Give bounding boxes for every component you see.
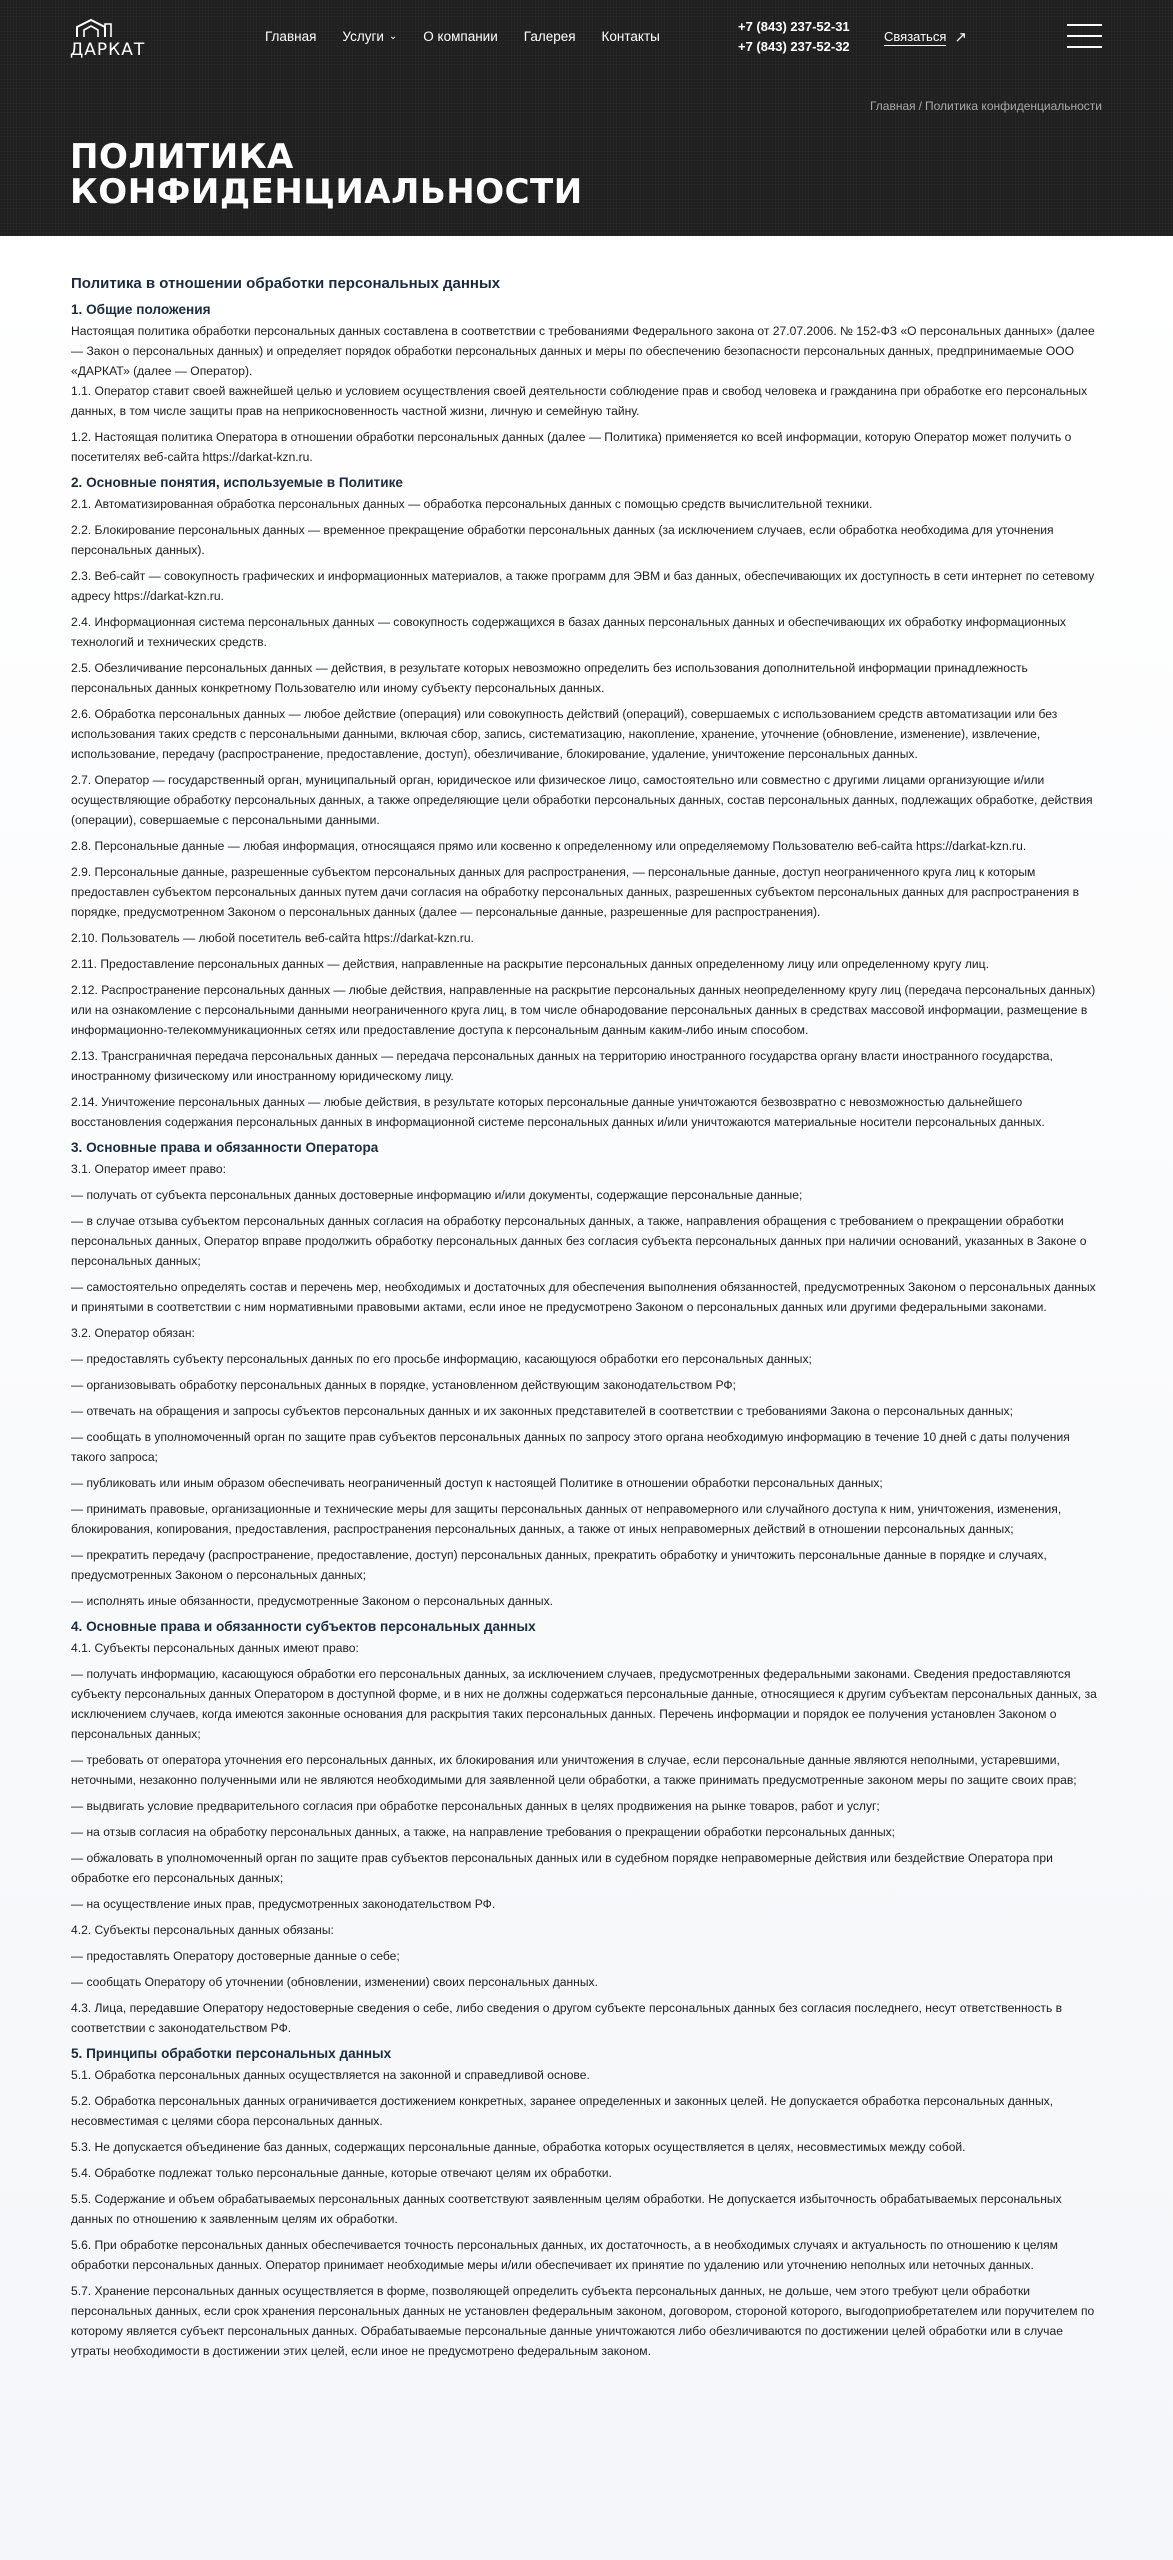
nav-item-label: Контакты <box>601 29 660 44</box>
breadcrumb-home[interactable]: Главная <box>869 99 916 113</box>
policy-content <box>0 236 1173 2560</box>
burger-line <box>1067 35 1102 37</box>
section-heading: 5. Принципы обработки персональных данных <box>71 2046 392 2061</box>
policy-paragraph: — получать от субъекта персональных данных достоверные информацию и/или документы, содержащие персональные данные; <box>71 1188 803 1202</box>
section-intro: Настоящая политика обработки персональных данных составлена в соответствии с требованиями Федерального закона от 27.07.2006. № 152-ФЗ «О персональных данных» (далее — Закон о персональных данных) и определяет порядок обработки персональных данных и меры по обеспечению безопасности персональных данных, предпринимаемые ООО «ДАРКАТ» (далее — Оператор). <box>71 324 1095 378</box>
policy-paragraph: — в случае отзыва субъектом персональных данных согласия на обработку персональных данных, а также, направления обращения с требованием о прекращении обработки персональных данных, Оператор вправе продолжить обработку персональных данных без согласия субъекта персональных данных при наличии оснований, указанных в Законе о персональных данных; <box>71 1214 1087 1268</box>
contact-button-label: Связаться <box>884 28 947 44</box>
nav-item-label: Главная <box>265 29 317 44</box>
menu-burger-button[interactable] <box>1067 24 1102 48</box>
nav-item-label: О компании <box>423 29 498 44</box>
policy-paragraph: — требовать от оператора уточнения его персональных данных, их блокирования или уничтожения в случае, если персональные данные являются неполными, устаревшими, неточными, незаконно полученными или не являются необходимыми для заявленной цели обработки, а также принимать предусмотренные законом меры по защите своих прав; <box>71 1753 1077 1787</box>
policy-paragraph: 2.2. Блокирование персональных данных — временное прекращение обработки персональных данных (за исключением случаев, если обработка необходима для уточнения персональных данных). <box>71 523 1054 557</box>
policy-paragraph: — обжаловать в уполномоченный орган по защите прав субъектов персональных данных или в судебном порядке неправомерные действия или бездействие Оператора при обработке его персональных данных; <box>71 1851 1053 1885</box>
section-heading: 4. Основные права и обязанности субъектов персональных данных <box>71 1619 536 1634</box>
page-header <box>0 0 1173 236</box>
policy-paragraph: 5.5. Содержание и объем обрабатываемых персональных данных соответствуют заявленным целям обработки. Не допускается избыточность обрабатываемых персональных данных по отношению к заявленным целям их обработки. <box>71 2192 1062 2226</box>
policy-paragraph: — самостоятельно определять состав и перечень мер, необходимых и достаточных для обеспечения выполнения обязанностей, предусмотренных Законом о персональных данных и принятыми в соответствии с ним нормативными правовыми актами, если иное не предусмотрено Законом о персональных данных или другими федеральными законами. <box>71 1280 1096 1314</box>
nav-item-label: Галерея <box>523 29 576 44</box>
policy-paragraph: 2.4. Информационная система персональных данных — совокупность содержащихся в базах данных персональных данных и обеспечивающих их обработку информационных технологий и технических средств. <box>71 615 1066 649</box>
policy-paragraph: 5.6. При обработке персональных данных обеспечивается точность персональных данных, их достаточность, а в необходимых случаях и актуальность по отношению к целям обработки персональных данных. Оператор принимает необходимые меры и/или обеспечивает их принятие по удалению или уточнению неполных или неточных данных. <box>71 2238 1058 2272</box>
chevron-down-icon: ⌄ <box>388 31 398 42</box>
contact-button[interactable] <box>884 28 967 46</box>
phone-link[interactable]: +7 (843) 237-52-32 <box>738 39 850 54</box>
policy-paragraph: — публиковать или иным образом обеспечивать неограниченный доступ к настоящей Политике в отношении обработки персональных данных; <box>71 1476 883 1490</box>
policy-paragraph: 1.2. Настоящая политика Оператора в отношении обработки персональных данных (далее — Политика) применяется ко всей информации, которую Оператор может получить о посетителях веб-сайта https://darkat-kzn.ru. <box>71 430 1072 464</box>
policy-paragraph: — на отзыв согласия на обработку персональных данных, а также, на направление требования о прекращении обработки персональных данных; <box>71 1825 896 1839</box>
policy-paragraph: 2.11. Предоставление персональных данных — действия, направленные на раскрытие персональных данных определенному лицу или определенному кругу лиц. <box>71 957 989 971</box>
policy-paragraph: 2.10. Пользователь — любой посетитель веб-сайта https://darkat-kzn.ru. <box>71 931 474 945</box>
nav-item-gallery[interactable] <box>524 29 576 44</box>
section-heading: 1. Общие положения <box>71 302 211 317</box>
policy-paragraph: 2.9. Персональные данные, разрешенные субъектом персональных данных для распространения, — персональные данные, доступ неограниченного круга лиц к которым предоставлен субъектом персональных данных путем дачи согласия на обработку персональных данных, разрешенных субъектом персональных данных для распространения в порядке, предусмотренном Законом о персональных данных (далее — персональные данные, разрешенные для распространения). <box>71 865 1080 919</box>
arrow-up-right-icon: ↗ <box>954 29 967 46</box>
phone-numbers <box>738 17 850 57</box>
logo[interactable] <box>70 18 162 60</box>
page-title: ПОЛИТИКА КОНФИДЕНЦИАЛЬНОСТИ <box>70 137 583 212</box>
policy-paragraph: 5.3. Не допускается объединение баз данных, содержащих персональные данные, обработка которых осуществляется в целях, несовместимых между собой. <box>71 2140 966 2154</box>
policy-paragraph: 2.7. Оператор — государственный орган, муниципальный орган, юридическое или физическое лицо, самостоятельно или совместно с другими лицами организующие и/или осуществляющие обработку персональных данных, а также определяющие цели обработки персональных данных, состав персональных данных, подлежащих обработке, действия (операции), совершаемые с персональными данными. <box>71 773 1093 827</box>
policy-paragraph: — прекратить передачу (распространение, предоставление, доступ) персональных данных, прекратить обработку и уничтожить персональные данные в порядке и случаях, предусмотренных Законом о персональных данных; <box>71 1548 1047 1582</box>
policy-paragraph: — предоставлять Оператору достоверные данные о себе; <box>71 1949 400 1963</box>
policy-paragraph: 3.1. Оператор имеет право: <box>71 1162 227 1176</box>
policy-paragraph: 2.5. Обезличивание персональных данных — действия, в результате которых невозможно определить без использования дополнительной информации принадлежность персональных данных конкретному Пользователю или иному субъекту персональных данных. <box>71 661 1028 695</box>
policy-paragraph: — предоставлять субъекту персональных данных по его просьбе информацию, касающуюся обработки его персональных данных; <box>71 1352 812 1366</box>
main-nav <box>265 29 660 44</box>
policy-paragraph: 4.1. Субъекты персональных данных имеют право: <box>71 1641 359 1655</box>
policy-paragraph: 3.2. Оператор обязан: <box>71 1326 195 1340</box>
nav-item-home[interactable] <box>265 29 316 44</box>
policy-paragraph: 2.6. Обработка персональных данных — любое действие (операция) или совокупность действий (операций), совершаемых с использованием средств автоматизации или без использования таких средств с персональными данными, включая сбор, запись, систематизацию, накопление, хранение, уточнение (обновление, изменение), извлечение, использование, передачу (распространение, предоставление, доступ), обезличивание, блокирование, удаление, уничтожение персональных данных. <box>71 707 1058 761</box>
nav-item-services[interactable] <box>342 29 397 44</box>
policy-paragraph: 5.1. Обработка персональных данных осуществляется на законной и справедливой основе. <box>71 2068 590 2082</box>
policy-title: Политика в отношении обработки персональных данных <box>71 275 501 292</box>
policy-paragraph: 2.12. Распространение персональных данных — любые действия, направленные на раскрытие персональных данных неопределенному кругу лиц (передача персональных данных) или на ознакомление с персональными данными неограниченного круга лиц, в том числе обнародование персональных данных в средствах массовой информации, размещение в информационно-телекоммуникационных сетях или предоставление доступа к персональным данным каким-либо иным способом. <box>71 983 1096 1037</box>
nav-item-label: Услуги <box>342 29 384 44</box>
policy-paragraph: 5.7. Хранение персональных данных осуществляется в форме, позволяющей определить субъекта персональных данных, не дольше, чем этого требуют цели обработки персональных данных, если срок хранения персональных данных не установлен федеральным законом, договором, стороной которого, выгодоприобретателем или поручителем по которому является субъект персональных данных. Обрабатываемые персональные данные уничтожаются либо обезличиваются по достижении целей обработки или в случае утраты необходимости в достижении этих целей, если иное не предусмотрено федеральным законом. <box>71 2284 1095 2358</box>
policy-paragraph: 2.8. Персональные данные — любая информация, относящаяся прямо или косвенно к определенному или определяемому Пользователю веб-сайта https://darkat-kzn.ru. <box>71 839 1027 853</box>
breadcrumb <box>870 99 1102 113</box>
breadcrumb-separator: / <box>918 99 922 113</box>
policy-paragraph: 4.3. Лица, передавшие Оператору недостоверные сведения о себе, либо сведения о другом субъекте персональных данных без согласия последнего, несут ответственность в соответствии с законодательством РФ. <box>71 2001 1063 2035</box>
policy-paragraph: 2.1. Автоматизированная обработка персональных данных — обработка персональных данных с помощью средств вычислительной техники. <box>71 497 873 511</box>
house-logo-icon <box>74 18 114 38</box>
section-heading: 2. Основные понятия, используемые в Политике <box>71 475 403 490</box>
section-heading: 3. Основные права и обязанности Оператора <box>71 1140 379 1155</box>
policy-paragraph: 5.2. Обработка персональных данных ограничивается достижением конкретных, заранее определенных и законных целей. Не допускается обработка персональных данных, несовместимая с целями сбора персональных данных. <box>71 2094 1054 2128</box>
policy-paragraph: 2.3. Веб-сайт — совокупность графических и информационных материалов, а также программ для ЭВМ и баз данных, обеспечивающих их доступность в сети интернет по сетевому адресу https://darkat-kzn.ru. <box>71 569 1095 603</box>
policy-paragraph: — отвечать на обращения и запросы субъектов персональных данных и их законных представителей в соответствии с требованиями Закона о персональных данных; <box>71 1404 1013 1418</box>
policy-paragraph: — на осуществление иных прав, предусмотренных законодательством РФ. <box>71 1897 496 1911</box>
policy-paragraph: — принимать правовые, организационные и технические меры для защиты персональных данных от неправомерного или случайного доступа к ним, уничтожения, изменения, блокирования, копирования, предоставления, распространения персональных данных, а также от иных неправомерных действий в отношении персональных данных; <box>71 1502 1062 1536</box>
burger-line <box>1067 46 1102 48</box>
policy-paragraph: — исполнять иные обязанности, предусмотренные Законом о персональных данных. <box>71 1594 554 1608</box>
nav-item-contacts[interactable] <box>602 29 660 44</box>
nav-item-about[interactable] <box>423 29 497 44</box>
phone-link[interactable]: +7 (843) 237-52-31 <box>738 19 850 34</box>
policy-paragraph: — выдвигать условие предварительного согласия при обработке персональных данных в целях продвижения на рынке товаров, работ и услуг; <box>71 1799 880 1813</box>
policy-paragraph: 2.13. Трансграничная передача персональных данных — передача персональных данных на территорию иностранного государства органу власти иностранного государства, иностранному физическому или иностранному юридическому лицу. <box>71 1049 1053 1083</box>
policy-paragraph: — сообщать в уполномоченный орган по защите прав субъектов персональных данных по запросу этого органа необходимую информацию в течение 10 дней с даты получения такого запроса; <box>71 1430 1070 1464</box>
policy-paragraph: — организовывать обработку персональных данных в порядке, установленном действующим законодательством РФ; <box>71 1378 736 1392</box>
burger-line <box>1067 24 1102 26</box>
policy-paragraph: 4.2. Субъекты персональных данных обязаны: <box>71 1923 334 1937</box>
policy-paragraph: 2.14. Уничтожение персональных данных — любые действия, в результате которых персональные данные уничтожаются безвозвратно с невозможностью дальнейшего восстановления содержания персональных данных в информационной системе персональных данных и/или уничтожаются материальные носители персональных данных. <box>71 1095 1045 1129</box>
logo-text: ДАРКАТ <box>70 40 146 60</box>
breadcrumb-current: Политика конфиденциальности <box>924 99 1102 113</box>
policy-paragraph: 1.1. Оператор ставит своей важнейшей целью и условием осуществления своей деятельности соблюдение прав и свобод человека и гражданина при обработке его персональных данных, в том числе защиты прав на неприкосновенность частной жизни, личную и семейную тайну. <box>71 384 1088 418</box>
policy-paragraph: — сообщать Оператору об уточнении (обновлении, изменении) своих персональных данных. <box>71 1975 598 1989</box>
policy-paragraph: — получать информацию, касающуюся обработки его персональных данных, за исключением случаев, предусмотренных федеральными законами. Сведения предоставляются субъекту персональных данных Оператором в доступной форме, и в них не должны содержаться персональные данные, относящиеся к другим субъектам персональных данных, за исключением случаев, когда имеются законные основания для раскрытия таких персональных данных. Перечень информации и порядок ее получения установлен Законом о персональных данных; <box>71 1667 1097 1741</box>
policy-paragraph: 5.4. Обработке подлежат только персональные данные, которые отвечают целям их обработки. <box>71 2166 612 2180</box>
